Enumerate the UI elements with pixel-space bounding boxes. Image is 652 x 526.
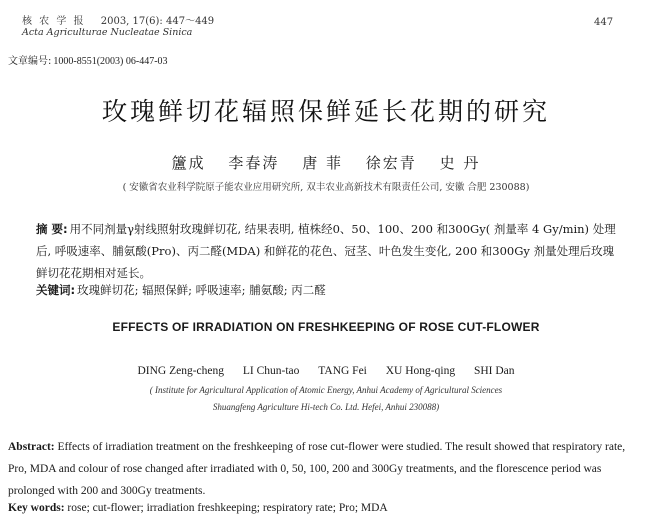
keywords-cn-label: 关键词: [36,283,76,297]
author-cn: 徐宏青 [365,154,417,172]
affiliation-cn: ( 安徽省农业科学院原子能农业应用研究所, 双丰农业高新技术有限责任公司, 安徽 合肥 230088) [122,182,530,193]
paper-title-cn: 玫瑰鲜切花辐照保鲜延长花期的研究 [101,97,550,126]
author-en: SHI Dan [473,365,515,377]
author-cn: 唐 菲 [302,154,343,172]
keywords-cn-text: 玫瑰鲜切花; 辐照保鲜; 呼吸速率; 脯氨酸; 丙二醛 [77,283,326,297]
journal-name-cn: 核 农 学 报 [22,16,86,27]
article-id-value: 1000-8551(2003) 06-447-03 [53,56,168,67]
author-en: LI Chun-tao [242,365,300,377]
author-en: TANG Fei [318,365,367,377]
abstract-en-text: Effects of irradiation treatment on the freshkeeping of rose cut-flower were studied. The result showed that respiratory rate, Pro, MDA and colour of rose changed after irradiated with 0, 50, 100, 200 and 300Gy treatments, and the florescence period was prolonged with 200 and 300Gy treatments. [8,441,626,497]
author-cn: 籚成 [171,154,206,172]
abstract-en [8,436,636,502]
author-cn: 史 丹 [439,154,481,172]
affiliation-en-line2: Shuangfeng Agriculture Hi-tech Co. Ltd. Hefei, Anhui 230088) [212,402,440,412]
paper-title-en: EFFECTS OF IRRADIATION ON FRESHKEEPING OF ROSE CUT-FLOWER [112,320,540,334]
page-number: 447 [594,17,614,28]
keywords-en-label: Key words: [8,502,65,514]
abstract-cn-text: 用不同剂量γ射线照射玫瑰鲜切花, 结果表明, 植株经0、50、100、200 和300Gy( 剂量率 4 Gy/min) 处理后, 呼吸速率、脯氨酸(Pro)、丙二醛(MDA) 和鲜花的花色、冠茎、叶色发生变化, 200 和300Gy 剂量处理后玫瑰鲜切花花期相对延长。 [36,222,616,280]
article-id [8,52,168,67]
author-list-en [0,365,652,377]
journal-name-en: Acta Agriculturae Nucleatae Sinica [22,27,193,38]
journal-header [22,12,214,27]
abstract-cn-label: 摘 要: [36,222,68,236]
article-id-label: 文章编号: [8,56,52,67]
keywords-en-text: rose; cut-flower; irradiation freshkeeping; respiratory rate; Pro; MDA [67,502,388,514]
journal-volume: 2003, 17(6): 447～449 [100,16,215,27]
author-list-cn [0,152,652,173]
abstract-cn [36,218,616,284]
affiliation-en-line1: ( Institute for Agricultural Application of Atomic Energy, Anhui Academy of Agricultural Sciences [149,385,503,395]
author-cn: 李春涛 [228,154,280,172]
keywords-en [8,502,388,514]
author-en: XU Hong-qing [385,365,456,377]
keywords-cn [36,282,326,298]
author-en: DING Zeng-cheng [137,365,224,377]
abstract-en-label: Abstract: [8,441,55,453]
